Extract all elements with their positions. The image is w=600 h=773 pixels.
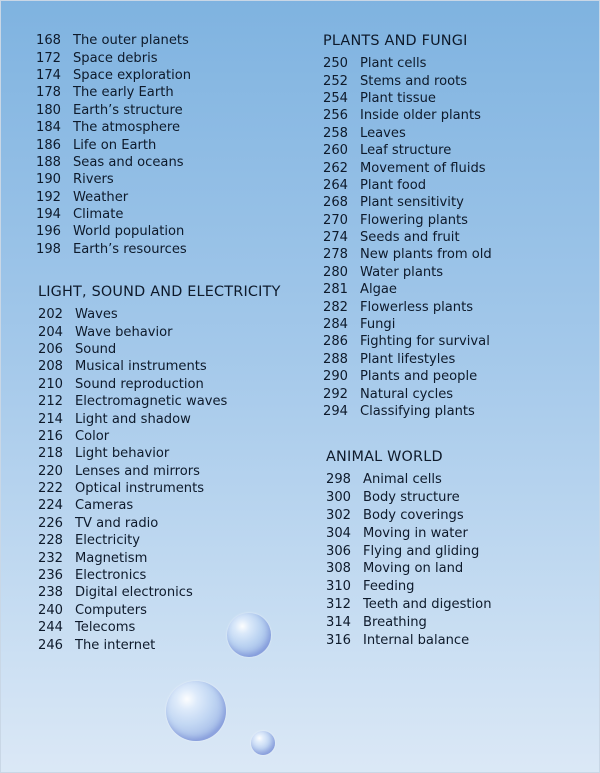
entry-title: Movement of fluids (360, 160, 486, 176)
toc-entry (36, 206, 191, 223)
entry-title: World population (73, 224, 185, 240)
page-number: 204 (38, 324, 63, 340)
page-number: 316 (326, 632, 351, 648)
entry-title: Algae (360, 282, 397, 298)
toc-entry (38, 306, 281, 323)
animal-entries (326, 471, 492, 649)
page-number: 184 (36, 120, 61, 136)
page-number: 304 (326, 525, 351, 541)
toc-entry (323, 316, 492, 333)
section-heading-animal: ANIMAL WORLD (326, 449, 443, 465)
toc-entry (326, 489, 492, 507)
entry-title: Body coverings (363, 507, 464, 523)
toc-entry (36, 102, 191, 119)
entry-title: Color (75, 428, 110, 444)
entry-title: Flying and gliding (363, 543, 480, 559)
toc-entry (36, 241, 191, 258)
light-section (38, 281, 281, 654)
toc-entry (323, 281, 492, 298)
page-number: 258 (323, 125, 348, 141)
toc-entry (326, 631, 492, 649)
toc-entry (326, 578, 492, 596)
page-number: 228 (38, 533, 63, 549)
page-number: 180 (36, 102, 61, 118)
toc-entry (326, 560, 492, 578)
toc-entry (38, 393, 281, 410)
entry-title: Plant cells (360, 56, 427, 72)
toc-entry (326, 507, 492, 525)
toc-entry (36, 32, 191, 49)
entry-title: The early Earth (73, 85, 174, 101)
toc-entry (323, 55, 492, 72)
page-number: 244 (38, 620, 63, 636)
toc-entry (38, 376, 281, 393)
entry-title: Breathing (363, 614, 427, 630)
page-number: 270 (323, 212, 348, 228)
entry-title: Earth’s resources (73, 241, 187, 257)
entry-title: Natural cycles (360, 386, 454, 402)
toc-entry (326, 524, 492, 542)
entry-title: Fungi (360, 317, 396, 333)
page-number: 292 (323, 386, 348, 402)
page-number: 252 (323, 73, 348, 89)
toc-entry (323, 72, 492, 89)
entry-title: Waves (75, 307, 118, 323)
toc-entry (326, 596, 492, 614)
page-number: 286 (323, 334, 348, 350)
entry-title: Plant sensitivity (360, 195, 464, 211)
entry-title: Sound reproduction (75, 376, 204, 392)
page-number: 178 (36, 85, 61, 101)
page-number: 250 (323, 56, 348, 72)
toc-entry (323, 264, 492, 281)
toc-entry (323, 212, 492, 229)
toc-entry (38, 567, 281, 584)
page-number: 186 (36, 137, 61, 153)
toc-entry (38, 549, 281, 566)
entry-title: Lenses and mirrors (75, 463, 200, 479)
page-number: 278 (323, 247, 348, 263)
toc-entry (326, 613, 492, 631)
entry-title: Animal cells (363, 472, 442, 488)
entry-title: Sound (75, 341, 117, 357)
page-number: 172 (36, 50, 61, 66)
page-number: 194 (36, 207, 61, 223)
section-heading-plants: PLANTS AND FUNGI (323, 33, 468, 49)
entry-title: Electromagnetic waves (75, 394, 228, 410)
toc-entry (36, 189, 191, 206)
entry-title: The outer planets (73, 33, 189, 49)
entry-title: Inside older plants (360, 108, 481, 124)
toc-entry (326, 542, 492, 560)
page-number: 214 (38, 411, 63, 427)
page-number: 302 (326, 507, 351, 523)
page-number: 206 (38, 341, 63, 357)
entry-title: Weather (73, 189, 129, 205)
plants-section (323, 30, 492, 420)
entry-title: Moving on land (363, 561, 464, 577)
entry-title: Plant tissue (360, 90, 436, 106)
toc-entry (38, 341, 281, 358)
page-number: 314 (326, 614, 351, 630)
page-number: 226 (38, 515, 63, 531)
page-number: 224 (38, 498, 63, 514)
page-number: 290 (323, 369, 348, 385)
entry-title: Internal balance (363, 632, 470, 648)
entry-title: Electronics (75, 568, 147, 584)
page-number: 220 (38, 463, 63, 479)
toc-entry (36, 119, 191, 136)
entry-title: Digital electronics (75, 585, 193, 601)
toc-entry (38, 358, 281, 375)
page-number: 208 (38, 359, 63, 375)
entry-title: Classifying plants (360, 404, 475, 419)
entry-title: Teeth and digestion (363, 596, 492, 612)
toc-entry (38, 497, 281, 514)
page-number: 216 (38, 428, 63, 444)
page-number: 192 (36, 189, 61, 205)
entry-title: Flowering plants (360, 212, 468, 228)
entry-title: Telecoms (75, 620, 136, 636)
page-number: 260 (323, 143, 348, 159)
page-number: 284 (323, 317, 348, 333)
page-number: 274 (323, 230, 348, 246)
page-number: 282 (323, 299, 348, 315)
toc-entry (36, 84, 191, 101)
toc-entry (323, 368, 492, 385)
toc-entry (323, 333, 492, 350)
bubble-small (251, 731, 275, 755)
toc-entry (323, 125, 492, 142)
page-number: 256 (323, 108, 348, 124)
toc-entry (38, 532, 281, 549)
page-number: 188 (36, 154, 61, 170)
page-number: 262 (323, 160, 348, 176)
entry-title: Stems and roots (360, 73, 468, 89)
page-number: 254 (323, 90, 348, 106)
entry-title: New plants from old (360, 247, 492, 263)
toc-entry (38, 323, 281, 340)
page-number: 288 (323, 351, 348, 367)
light-entries (38, 306, 281, 654)
page-number: 310 (326, 579, 351, 595)
toc-entry (323, 246, 492, 263)
page-number: 202 (38, 307, 63, 323)
toc-entry (36, 223, 191, 240)
toc-entry (323, 351, 492, 368)
page-number: 210 (38, 376, 63, 392)
entry-title: Light and shadow (75, 411, 191, 427)
toc-entry (323, 385, 492, 402)
page-number: 196 (36, 224, 61, 240)
entry-title: Fighting for survival (360, 334, 490, 350)
page-number: 294 (323, 404, 348, 419)
entry-title: Wave behavior (75, 324, 173, 340)
entry-title: Musical instruments (75, 359, 207, 375)
entry-title: Electricity (75, 533, 141, 549)
entry-title: Rivers (73, 172, 114, 188)
entry-title: Body structure (363, 490, 460, 506)
page-number: 222 (38, 481, 63, 497)
toc-entry (38, 463, 281, 480)
toc-entry (36, 49, 191, 66)
entry-title: Plant lifestyles (360, 351, 456, 367)
page-number: 174 (36, 67, 61, 83)
entry-title: Life on Earth (73, 137, 157, 153)
entry-title: TV and radio (75, 515, 159, 531)
entry-title: Space debris (73, 50, 158, 66)
section-heading-light: LIGHT, SOUND AND ELECTRICITY (38, 284, 281, 300)
page-number: 246 (38, 637, 63, 653)
entry-title: Plants and people (360, 369, 478, 385)
toc-entry (323, 403, 492, 420)
entry-title: Water plants (360, 264, 444, 280)
page-number: 312 (326, 596, 351, 612)
toc-entry (323, 194, 492, 211)
page-number: 308 (326, 561, 351, 577)
entry-title: Seas and oceans (73, 154, 184, 170)
toc-entry (38, 584, 281, 601)
entry-title: Moving in water (363, 525, 468, 541)
toc-entry (323, 90, 492, 107)
page-number: 232 (38, 550, 63, 566)
entry-title: Leaf structure (360, 143, 452, 159)
page-number: 198 (36, 241, 61, 257)
animal-section (326, 446, 492, 649)
entry-title: Climate (73, 207, 124, 223)
entry-title: Magnetism (75, 550, 148, 566)
entry-title: Feeding (363, 579, 415, 595)
bubble-medium (227, 613, 271, 657)
page-number: 240 (38, 602, 63, 618)
entry-title: Flowerless plants (360, 299, 474, 315)
page-number: 238 (38, 585, 63, 601)
page-number: 190 (36, 172, 61, 188)
entry-title: Earth’s structure (73, 102, 183, 118)
bubble-large (166, 681, 226, 741)
entry-title: Computers (75, 602, 147, 618)
entry-title: Light behavior (75, 446, 170, 462)
toc-entry (38, 428, 281, 445)
toc-entry (36, 136, 191, 153)
page-number: 168 (36, 33, 61, 49)
page-number: 268 (323, 195, 348, 211)
page-number: 300 (326, 490, 351, 506)
page-number: 306 (326, 543, 351, 559)
entry-title: The atmosphere (73, 120, 181, 136)
entry-title: Space exploration (73, 67, 192, 83)
page-number: 281 (323, 282, 348, 298)
earth-entries (36, 32, 191, 258)
page-number: 264 (323, 177, 348, 193)
toc-entry (38, 410, 281, 427)
page-number: 236 (38, 568, 63, 584)
toc-entry (36, 154, 191, 171)
plants-entries (323, 55, 492, 420)
entry-title: Seeds and fruit (360, 230, 460, 246)
toc-entry (326, 471, 492, 489)
entry-title: Leaves (360, 125, 406, 141)
entry-title: The internet (75, 637, 156, 653)
entry-title: Optical instruments (75, 481, 205, 497)
toc-entry (323, 142, 492, 159)
toc-entry (323, 298, 492, 315)
page-number: 298 (326, 472, 351, 488)
toc-entry (36, 67, 191, 84)
toc-entry (38, 480, 281, 497)
toc-entry (38, 515, 281, 532)
entry-title: Cameras (75, 498, 134, 514)
toc-entry (323, 107, 492, 124)
entry-title: Plant food (360, 177, 427, 193)
toc-entry (323, 177, 492, 194)
toc-entry (36, 171, 191, 188)
page-number: 212 (38, 394, 63, 410)
toc-entry (323, 159, 492, 176)
toc-entry (38, 445, 281, 462)
page-number: 218 (38, 446, 63, 462)
page-number: 280 (323, 264, 348, 280)
toc-entry (323, 229, 492, 246)
